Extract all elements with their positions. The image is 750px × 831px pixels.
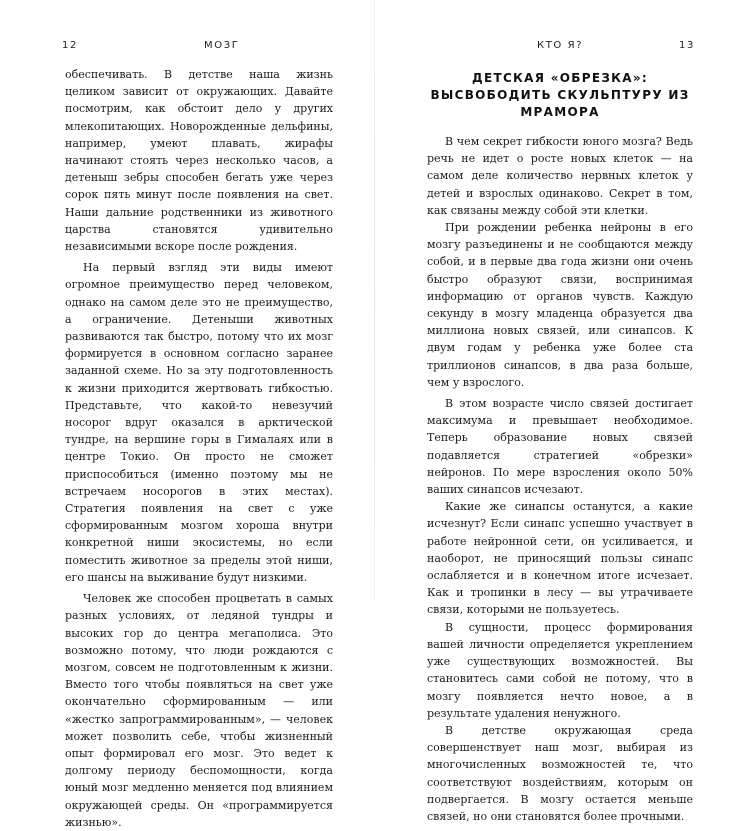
right-page bbox=[375, 0, 750, 823]
left-page bbox=[0, 0, 375, 829]
paragraph: В детстве окружающая среда совершенствует наш мозг, выбирая из многочисленных возможностей те, что соответствуют воздействиям, которым он подвергается. В мозгу остается меньше связей, но они становятся более прочными. bbox=[427, 723, 693, 823]
paragraph: При рождении ребенка нейроны в его мозгу разъединены и не сообщаются между собой, и в первые два года жизни они очень быстро образуют связи, воспринимая информацию от органов чувств. Каждую секунду в мозгу младенца образуется два миллиона новых связей, или синапсов. К двум годам у ребенка уже более ста триллионов синапсов, в два раза больше, чем у взрослого. bbox=[427, 221, 693, 389]
chapter-title: ДЕТСКАЯ «ОБРЕЗКА»: ВЫСВОБОДИТЬ СКУЛЬПТУРУ ИЗ МРАМОРА bbox=[430, 71, 690, 119]
paragraph: В этом возрасте число связей достигает максимума и превышает необходимое. Теперь образование новых связей подавляется стратегией «обрезки» нейронов. По мере взросления около 50% ваших синапсов исчезают. bbox=[427, 397, 693, 497]
paragraph: На первый взгляд эти виды имеют огромное преимущество перед человеком, однако на самом деле это не преимущество, а ограничение. Детеныши животных развиваются так быстро, потому что их мозг формируется в основном согласно заранее заданной схеме. Но за эту подготовленность к жизни приходится жертвовать гибкостью. Представьте, что какой-то невезучий носорог вдруг оказался в арктической тундре, на вершине горы в Гималаях или в центре Токио. Он просто не сможет приспособиться (именно поэтому мы не встречаем носорогов в этих местах). Стратегия появления на свет с уже сформированным мозгом хороша внутри конкретной ниши экосистемы, но если поместить животное за пределы этой ниши, его шансы на выживание будут низкими. bbox=[65, 261, 333, 584]
running-head: КТО Я? bbox=[537, 40, 584, 51]
running-head: МОЗГ bbox=[204, 40, 240, 51]
paragraph: Какие же синапсы останутся, а какие исчезнут? Если синапс успешно участвует в работе нейронной сети, он усиливается, и наоборот, не приносящий пользы синапс ослабляется и в конечном итоге исчезает. Как и тропинки в лесу — вы утрачиваете связи, которыми не пользуетесь. bbox=[427, 500, 693, 617]
paragraph: В чем секрет гибкости юного мозга? Ведь речь не идет о росте новых клеток — на самом деле количество нервных клеток у детей и взрослых одинаково. Секрет в том, как связаны между собой эти клетки. bbox=[427, 135, 693, 217]
page-number: 13 bbox=[679, 40, 695, 51]
paragraph: В сущности, процесс формирования вашей личности определяется укреплением уже существующих возможностей. Вы становитесь сами собой не потому, что в мозгу появляется нечто новое, а в результате удаления ненужного. bbox=[427, 620, 693, 720]
page-number: 12 bbox=[62, 40, 78, 51]
paragraph: обеспечивать. В детстве наша жизнь целиком зависит от окружающих. Давайте посмотрим, как обстоит дело у других млекопитающих. Новорожденные дельфины, например, умеют плавать, жирафы начинают стоять через несколько часов, а детеныш зебры способен бегать уже через сорок пять минут после появления на свет. Наши дальние родственники из животного царства становятся удивительно независимыми вскоре после рождения. bbox=[65, 68, 333, 254]
paragraph: Человек же способен процветать в самых разных условиях, от ледяной тундры и высоких гор до центра мегаполиса. Это возможно потому, что люди рождаются с мозгом, совсем не подготовленным к жизни. Вместо того чтобы появляться на свет уже окончательно сформированным — или «жестко запрограммированным», — человек может позволить себе, чтобы жизненный опыт формировал его мозг. Это ведет к долгому периоду беспомощности, когда юный мозг медленно меняется под влиянием окружающей среды. Он «программируется жизнью». bbox=[65, 592, 333, 829]
body-text bbox=[427, 66, 693, 825]
body-text bbox=[65, 66, 333, 831]
